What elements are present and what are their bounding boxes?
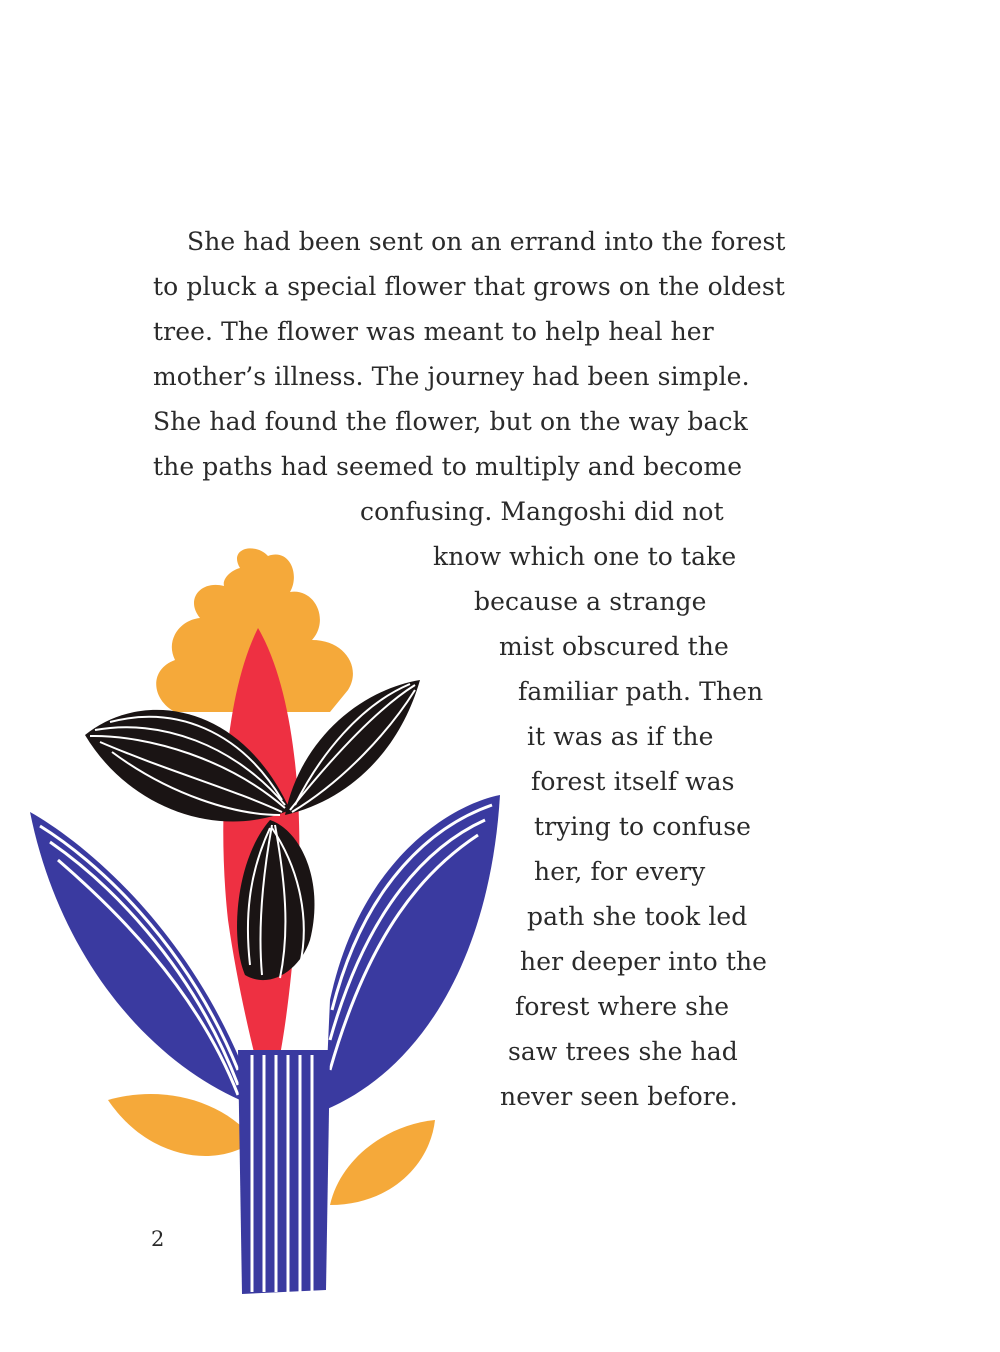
text-line: because a strange xyxy=(474,587,707,616)
text-line: trying to confuse xyxy=(534,812,752,841)
text-line: mist obscured the xyxy=(499,632,729,661)
left-orange-leaf xyxy=(108,1094,255,1156)
text-line: the paths had seemed to multiply and become xyxy=(153,452,743,481)
text-line: tree. The flower was meant to help heal her xyxy=(153,317,714,346)
text-line: forest itself was xyxy=(531,767,735,796)
text-line: her, for every xyxy=(534,857,706,886)
right-orange-leaf xyxy=(330,1120,435,1205)
text-line: mother’s illness. The journey had been simple. xyxy=(153,362,750,391)
text-line: confusing. Mangoshi did not xyxy=(360,497,724,526)
text-line: familiar path. Then xyxy=(518,677,764,706)
page-number: 2 xyxy=(151,1227,165,1251)
text-line: She had found the flower, but on the way back xyxy=(153,407,748,436)
text-line: know which one to take xyxy=(433,542,737,571)
text-line: saw trees she had xyxy=(508,1037,738,1066)
text-line: path she took led xyxy=(527,902,748,931)
text-line: forest where she xyxy=(515,992,730,1021)
text-line: She had been sent on an errand into the forest xyxy=(187,227,786,256)
text-line: to pluck a special flower that grows on the oldest xyxy=(153,272,785,301)
text-line: her deeper into the xyxy=(520,947,768,976)
text-line: never seen before. xyxy=(500,1082,738,1111)
left-blue-leaf xyxy=(30,812,240,1100)
text-line: it was as if the xyxy=(527,722,714,751)
